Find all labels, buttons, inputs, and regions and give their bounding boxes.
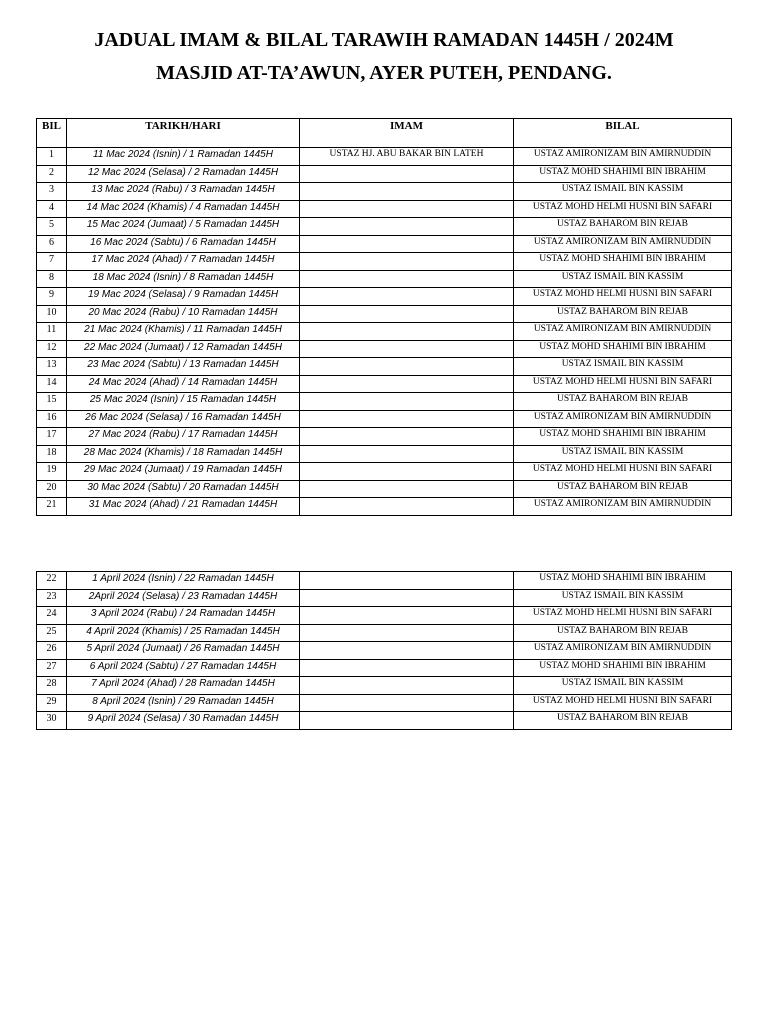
row-bilal: USTAZ MOHD SHAHIMI BIN IBRAHIM	[514, 428, 732, 446]
row-date: 23 Mac 2024 (Sabtu) / 13 Ramadan 1445H	[67, 358, 300, 376]
schedule-table-april	[36, 571, 732, 730]
row-bilal: USTAZ BAHAROM BIN REJAB	[514, 393, 732, 411]
row-date: 22 Mac 2024 (Jumaat) / 12 Ramadan 1445H	[67, 340, 300, 358]
row-bilal: USTAZ MOHD SHAHIMI BIN IBRAHIM	[514, 165, 732, 183]
row-imam	[300, 340, 514, 358]
row-date: 12 Mac 2024 (Selasa) / 2 Ramadan 1445H	[67, 165, 300, 183]
row-number: 26	[37, 642, 67, 660]
row-imam	[300, 712, 514, 730]
row-bilal: USTAZ BAHAROM BIN REJAB	[514, 218, 732, 236]
table-row	[37, 589, 732, 607]
row-imam	[300, 659, 514, 677]
table-row	[37, 340, 732, 358]
table-row	[37, 624, 732, 642]
row-imam	[300, 183, 514, 201]
row-date: 11 Mac 2024 (Isnin) / 1 Ramadan 1445H	[67, 148, 300, 166]
row-number: 27	[37, 659, 67, 677]
row-bilal: USTAZ MOHD SHAHIMI BIN IBRAHIM	[514, 340, 732, 358]
row-number: 20	[37, 480, 67, 498]
row-date: 20 Mac 2024 (Rabu) / 10 Ramadan 1445H	[67, 305, 300, 323]
header-bil: BIL	[37, 119, 67, 148]
row-number: 24	[37, 607, 67, 625]
row-imam	[300, 607, 514, 625]
row-bilal: USTAZ MOHD SHAHIMI BIN IBRAHIM	[514, 253, 732, 271]
row-date: 7 April 2024 (Ahad) / 28 Ramadan 1445H	[67, 677, 300, 695]
row-imam	[300, 694, 514, 712]
document-title: JADUAL IMAM & BILAL TARAWIH RAMADAN 1445H / 2024M	[94, 29, 674, 51]
row-bilal: USTAZ BAHAROM BIN REJAB	[514, 712, 732, 730]
row-date: 18 Mac 2024 (Isnin) / 8 Ramadan 1445H	[67, 270, 300, 288]
row-number: 18	[37, 445, 67, 463]
row-date: 17 Mac 2024 (Ahad) / 7 Ramadan 1445H	[67, 253, 300, 271]
row-number: 21	[37, 498, 67, 516]
row-date: 27 Mac 2024 (Rabu) / 17 Ramadan 1445H	[67, 428, 300, 446]
row-date: 26 Mac 2024 (Selasa) / 16 Ramadan 1445H	[67, 410, 300, 428]
row-date: 14 Mac 2024 (Khamis) / 4 Ramadan 1445H	[67, 200, 300, 218]
header-date: TARIKH/HARI	[67, 119, 300, 148]
row-number: 3	[37, 183, 67, 201]
row-number: 10	[37, 305, 67, 323]
row-bilal: USTAZ MOHD HELMI HUSNI BIN SAFARI	[514, 694, 732, 712]
row-number: 28	[37, 677, 67, 695]
row-imam	[300, 305, 514, 323]
table-row	[37, 712, 732, 730]
row-imam	[300, 270, 514, 288]
row-imam	[300, 445, 514, 463]
row-imam: USTAZ HJ. ABU BAKAR BIN LATEH	[300, 148, 514, 166]
row-bilal: USTAZ AMIRONIZAM BIN AMIRNUDDIN	[514, 323, 732, 341]
table-header-row	[37, 119, 732, 148]
table-row	[37, 410, 732, 428]
row-number: 16	[37, 410, 67, 428]
row-bilal: USTAZ AMIRONIZAM BIN AMIRNUDDIN	[514, 235, 732, 253]
row-date: 4 April 2024 (Khamis) / 25 Ramadan 1445H	[67, 624, 300, 642]
row-number: 19	[37, 463, 67, 481]
row-number: 23	[37, 589, 67, 607]
row-number: 4	[37, 200, 67, 218]
row-date: 1 April 2024 (Isnin) / 22 Ramadan 1445H	[67, 572, 300, 590]
row-number: 7	[37, 253, 67, 271]
row-number: 17	[37, 428, 67, 446]
table-row	[37, 607, 732, 625]
row-date: 29 Mac 2024 (Jumaat) / 19 Ramadan 1445H	[67, 463, 300, 481]
row-bilal: USTAZ AMIRONIZAM BIN AMIRNUDDIN	[514, 410, 732, 428]
row-bilal: USTAZ BAHAROM BIN REJAB	[514, 624, 732, 642]
row-imam	[300, 589, 514, 607]
row-imam	[300, 428, 514, 446]
row-imam	[300, 218, 514, 236]
row-date: 2April 2024 (Selasa) / 23 Ramadan 1445H	[67, 589, 300, 607]
row-date: 6 April 2024 (Sabtu) / 27 Ramadan 1445H	[67, 659, 300, 677]
mosque-name: MASJID AT-TA’AWUN, AYER PUTEH, PENDANG.	[156, 62, 612, 84]
table-row	[37, 694, 732, 712]
row-number: 5	[37, 218, 67, 236]
row-date: 5 April 2024 (Jumaat) / 26 Ramadan 1445H	[67, 642, 300, 660]
table-row	[37, 375, 732, 393]
row-bilal: USTAZ BAHAROM BIN REJAB	[514, 480, 732, 498]
table-row	[37, 305, 732, 323]
row-number: 15	[37, 393, 67, 411]
table-row	[37, 445, 732, 463]
row-date: 21 Mac 2024 (Khamis) / 11 Ramadan 1445H	[67, 323, 300, 341]
row-number: 25	[37, 624, 67, 642]
row-bilal: USTAZ MOHD HELMI HUSNI BIN SAFARI	[514, 288, 732, 306]
row-number: 29	[37, 694, 67, 712]
row-bilal: USTAZ MOHD HELMI HUSNI BIN SAFARI	[514, 463, 732, 481]
row-bilal: USTAZ ISMAIL BIN KASSIM	[514, 589, 732, 607]
table-row	[37, 358, 732, 376]
table-row	[37, 480, 732, 498]
row-imam	[300, 463, 514, 481]
row-imam	[300, 323, 514, 341]
row-imam	[300, 165, 514, 183]
row-bilal: USTAZ MOHD HELMI HUSNI BIN SAFARI	[514, 607, 732, 625]
row-imam	[300, 677, 514, 695]
table-row	[37, 463, 732, 481]
row-imam	[300, 253, 514, 271]
table-row	[37, 428, 732, 446]
table-row	[37, 323, 732, 341]
row-bilal: USTAZ AMIRONIZAM BIN AMIRNUDDIN	[514, 148, 732, 166]
row-imam	[300, 498, 514, 516]
row-imam	[300, 642, 514, 660]
row-bilal: USTAZ ISMAIL BIN KASSIM	[514, 677, 732, 695]
row-date: 15 Mac 2024 (Jumaat) / 5 Ramadan 1445H	[67, 218, 300, 236]
table-row	[37, 148, 732, 166]
row-date: 13 Mac 2024 (Rabu) / 3 Ramadan 1445H	[67, 183, 300, 201]
table-row	[37, 677, 732, 695]
row-date: 19 Mac 2024 (Selasa) / 9 Ramadan 1445H	[67, 288, 300, 306]
row-date: 25 Mac 2024 (Isnin) / 15 Ramadan 1445H	[67, 393, 300, 411]
row-bilal: USTAZ ISMAIL BIN KASSIM	[514, 270, 732, 288]
row-number: 8	[37, 270, 67, 288]
row-date: 31 Mac 2024 (Ahad) / 21 Ramadan 1445H	[67, 498, 300, 516]
row-number: 6	[37, 235, 67, 253]
row-imam	[300, 572, 514, 590]
row-date: 28 Mac 2024 (Khamis) / 18 Ramadan 1445H	[67, 445, 300, 463]
table-row	[37, 218, 732, 236]
row-number: 9	[37, 288, 67, 306]
row-number: 14	[37, 375, 67, 393]
row-bilal: USTAZ MOHD SHAHIMI BIN IBRAHIM	[514, 572, 732, 590]
row-bilal: USTAZ MOHD HELMI HUSNI BIN SAFARI	[514, 200, 732, 218]
table-row	[37, 183, 732, 201]
row-date: 8 April 2024 (Isnin) / 29 Ramadan 1445H	[67, 694, 300, 712]
row-number: 11	[37, 323, 67, 341]
header-bilal: BILAL	[514, 119, 732, 148]
row-bilal: USTAZ MOHD HELMI HUSNI BIN SAFARI	[514, 375, 732, 393]
row-bilal: USTAZ ISMAIL BIN KASSIM	[514, 445, 732, 463]
row-number: 30	[37, 712, 67, 730]
row-date: 16 Mac 2024 (Sabtu) / 6 Ramadan 1445H	[67, 235, 300, 253]
row-date: 3 April 2024 (Rabu) / 24 Ramadan 1445H	[67, 607, 300, 625]
row-imam	[300, 410, 514, 428]
row-number: 12	[37, 340, 67, 358]
row-imam	[300, 624, 514, 642]
table-row	[37, 235, 732, 253]
header-imam: IMAM	[300, 119, 514, 148]
row-bilal: USTAZ AMIRONIZAM BIN AMIRNUDDIN	[514, 642, 732, 660]
row-imam	[300, 375, 514, 393]
row-bilal: USTAZ MOHD SHAHIMI BIN IBRAHIM	[514, 659, 732, 677]
table-row	[37, 270, 732, 288]
table-row	[37, 659, 732, 677]
table-row	[37, 200, 732, 218]
row-imam	[300, 200, 514, 218]
row-number: 2	[37, 165, 67, 183]
row-imam	[300, 393, 514, 411]
schedule-table-march	[36, 118, 732, 516]
table-row	[37, 642, 732, 660]
row-bilal: USTAZ AMIRONIZAM BIN AMIRNUDDIN	[514, 498, 732, 516]
table-row	[37, 288, 732, 306]
row-number: 13	[37, 358, 67, 376]
row-date: 9 April 2024 (Selasa) / 30 Ramadan 1445H	[67, 712, 300, 730]
row-number: 22	[37, 572, 67, 590]
row-imam	[300, 358, 514, 376]
row-bilal: USTAZ ISMAIL BIN KASSIM	[514, 183, 732, 201]
row-imam	[300, 480, 514, 498]
row-bilal: USTAZ BAHAROM BIN REJAB	[514, 305, 732, 323]
row-date: 24 Mac 2024 (Ahad) / 14 Ramadan 1445H	[67, 375, 300, 393]
table-row	[37, 572, 732, 590]
table-row	[37, 498, 732, 516]
row-imam	[300, 235, 514, 253]
table-row	[37, 165, 732, 183]
table-row	[37, 253, 732, 271]
table-row	[37, 393, 732, 411]
row-bilal: USTAZ ISMAIL BIN KASSIM	[514, 358, 732, 376]
row-number: 1	[37, 148, 67, 166]
row-imam	[300, 288, 514, 306]
row-date: 30 Mac 2024 (Sabtu) / 20 Ramadan 1445H	[67, 480, 300, 498]
